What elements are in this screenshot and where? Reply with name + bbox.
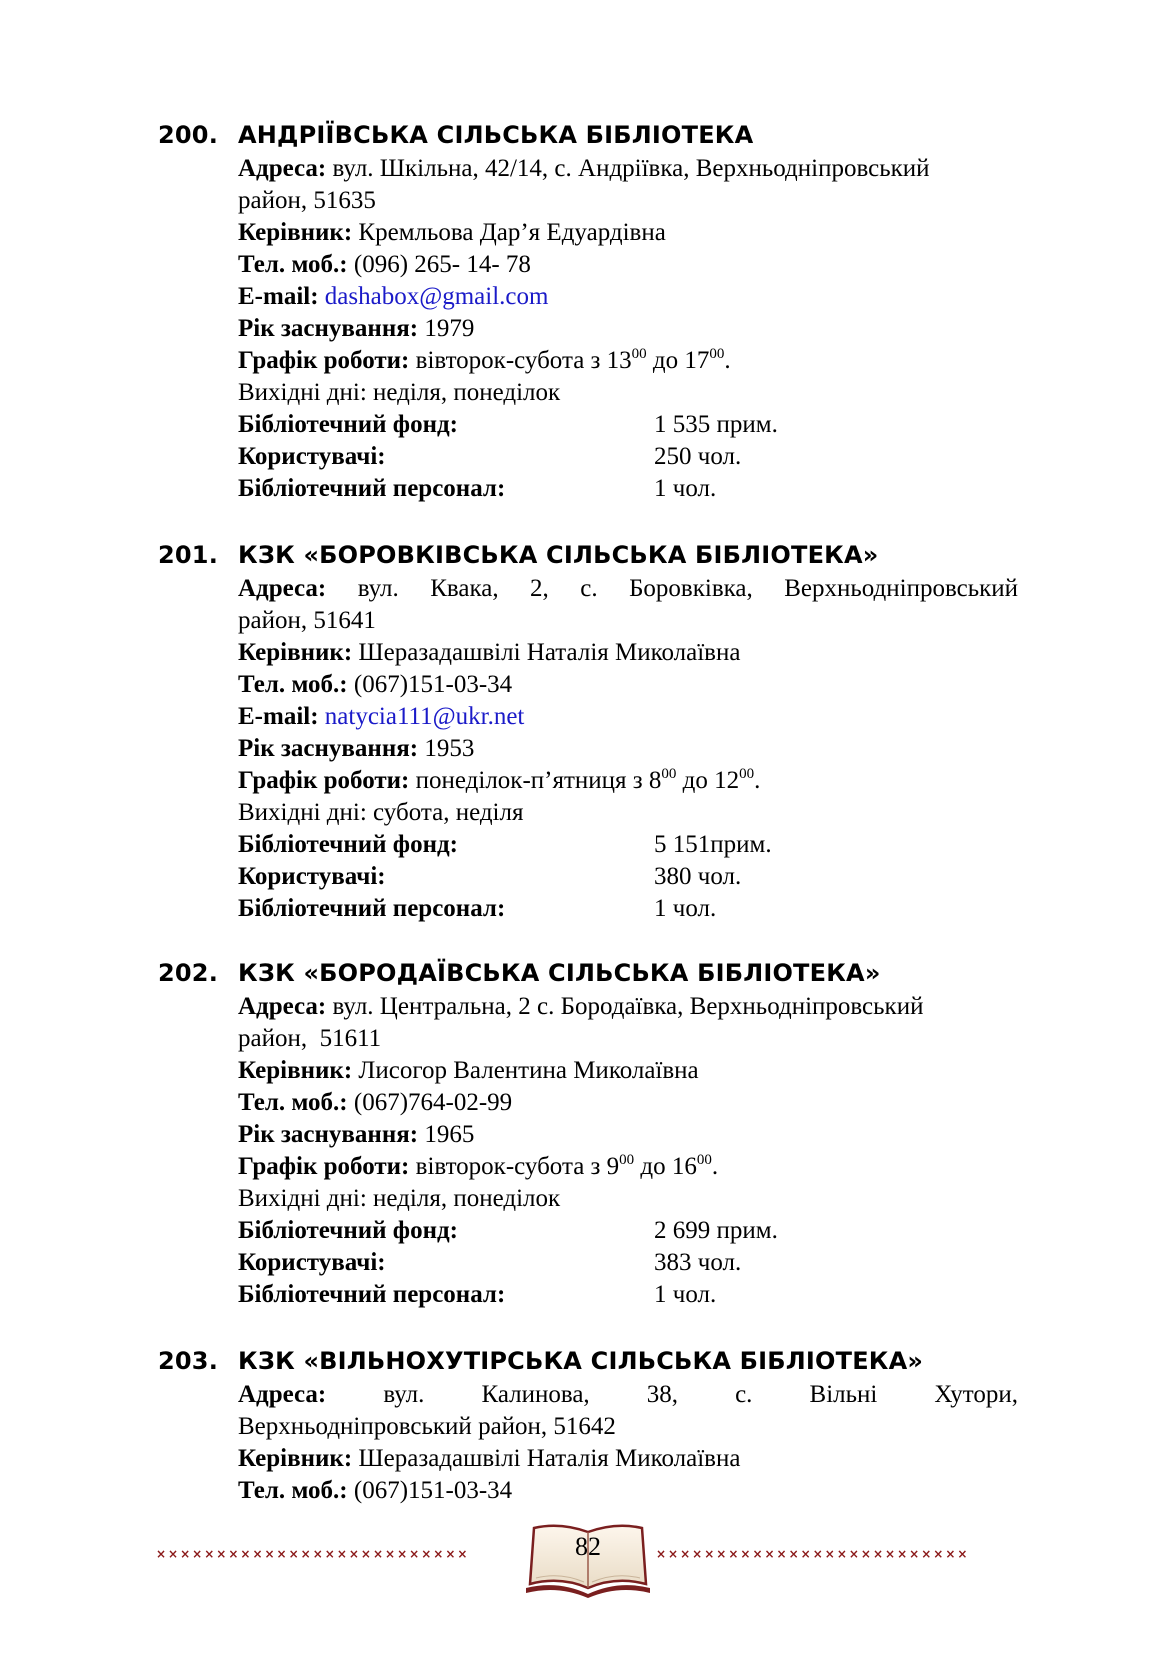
address-label: Адреса:: [238, 1381, 327, 1408]
founded-value: 1953: [424, 735, 475, 762]
head-value: Кремльова Дар’я Едуардівна: [358, 219, 666, 246]
schedule-from-minutes: 00: [661, 765, 677, 782]
schedule-line: [238, 1151, 1018, 1183]
schedule-text: вівторок-субота з 13: [415, 347, 632, 374]
library-entry-203: [158, 1343, 1018, 1507]
users-row: [238, 441, 1018, 473]
founded-line: [238, 1119, 1018, 1151]
head-value: Шеразадашвілі Наталія Миколаївна: [358, 1445, 741, 1472]
phone-label: Тел. моб.:: [238, 1477, 348, 1504]
address-line-2: Верхньодніпровський район, 51642: [238, 1413, 616, 1440]
schedule-to-minutes: 00: [696, 1151, 712, 1168]
fund-row: [238, 409, 1018, 441]
days-off-line: Вихідні дні: неділя, понеділок: [238, 1185, 561, 1212]
schedule-end: .: [724, 347, 731, 374]
staff-label: Бібліотечний персонал:: [238, 895, 506, 922]
phone-line: [238, 669, 1018, 701]
founded-line: [238, 733, 1018, 765]
phone-label: Тел. моб.:: [238, 671, 348, 698]
head-line: [238, 1443, 1018, 1475]
entry-title: [158, 955, 1018, 991]
staff-row: [238, 1279, 1018, 1311]
head-line: [238, 637, 1018, 669]
address-line-2: район, 51641: [238, 607, 376, 634]
fund-value: 2 699 прим.: [654, 1217, 778, 1244]
head-line: [238, 217, 1018, 249]
schedule-label: Графік роботи:: [238, 767, 410, 794]
address-label: Адреса:: [238, 993, 327, 1020]
fund-label: Бібліотечний фонд:: [238, 411, 458, 438]
phone-label: Тел. моб.:: [238, 251, 348, 278]
phone-line: [238, 1475, 1018, 1507]
entry-title: [158, 537, 1018, 573]
entry-number: 200.: [158, 121, 219, 149]
founded-label: Рік заснування:: [238, 1121, 419, 1148]
entry-number: 202.: [158, 959, 219, 987]
address-value: вул. Квака, 2, с. Боровківка, Верхньодніпровський: [357, 575, 1019, 602]
users-value: 250 чол.: [654, 443, 742, 470]
address-value: вул. Калинова, 38, с. Вільні Хутори,: [383, 1381, 1018, 1408]
head-value: Лисогор Валентина Миколаївна: [358, 1057, 699, 1084]
users-value: 380 чол.: [654, 863, 742, 890]
schedule-line: [238, 345, 1018, 377]
schedule-end: .: [754, 767, 761, 794]
entry-title: [158, 117, 1018, 153]
entry-title: [158, 1343, 1018, 1379]
days-off-line: Вихідні дні: неділя, понеділок: [238, 379, 561, 406]
schedule-text-to: до 12: [682, 767, 740, 794]
schedule-to-minutes: 00: [709, 345, 725, 362]
page-number: 82: [575, 1532, 601, 1561]
address-line: [238, 153, 1018, 185]
staff-label: Бібліотечний персонал:: [238, 1281, 506, 1308]
founded-value: 1965: [424, 1121, 475, 1148]
page-footer: [156, 1518, 1020, 1598]
address-value: вул. Центральна, 2 с. Бородаївка, Верхньодніпровський: [332, 993, 924, 1020]
staff-row: [238, 893, 1018, 925]
phone-value: (067)151-03-34: [353, 671, 513, 698]
entry-body: [238, 1379, 1018, 1507]
head-line: [238, 1055, 1018, 1087]
schedule-text: понеділок-п’ятниця з 8: [415, 767, 662, 794]
phone-label: Тел. моб.:: [238, 1089, 348, 1116]
users-value: 383 чол.: [654, 1249, 742, 1276]
fund-row: [238, 1215, 1018, 1247]
phone-line: [238, 1087, 1018, 1119]
founded-label: Рік заснування:: [238, 315, 419, 342]
schedule-label: Графік роботи:: [238, 1153, 410, 1180]
schedule-end: .: [711, 1153, 719, 1180]
library-entry-202: [158, 955, 1018, 1311]
founded-label: Рік заснування:: [238, 735, 419, 762]
address-value: вул. Шкільна, 42/14, с. Андріївка, Верхньодніпровський: [332, 155, 930, 182]
address-line: [238, 573, 1018, 605]
staff-row: [238, 473, 1018, 505]
users-label: Користувачі:: [238, 443, 386, 470]
head-value: Шеразадашвілі Наталія Миколаївна: [358, 639, 741, 666]
schedule-to-minutes: 00: [739, 765, 755, 782]
phone-value: (096) 265- 14- 78: [353, 251, 531, 278]
entry-name: КЗК «БОРОВКІВСЬКА СІЛЬСЬКА БІБЛІОТЕКА»: [238, 541, 879, 569]
entry-name: КЗК «ВІЛЬНОХУТІРСЬКА СІЛЬСЬКА БІБЛІОТЕКА»: [238, 1347, 924, 1375]
address-line: [238, 991, 1018, 1023]
entry-body: [238, 991, 1018, 1311]
address-label: Адреса:: [238, 155, 327, 182]
address-label: Адреса:: [238, 575, 327, 602]
library-entry-201: [158, 537, 1018, 925]
entry-body: [238, 573, 1018, 925]
founded-value: 1979: [424, 315, 475, 342]
email-label: E-mail:: [238, 283, 319, 310]
schedule-text-to: до 17: [652, 347, 710, 374]
library-entry-200: [158, 117, 1018, 505]
fund-label: Бібліотечний фонд:: [238, 1217, 458, 1244]
schedule-line: [238, 765, 1018, 797]
email-line: [238, 281, 1018, 313]
staff-value: 1 чол.: [654, 1281, 717, 1308]
users-row: [238, 861, 1018, 893]
email-link[interactable]: natycia111@ukr.net: [324, 703, 525, 730]
users-row: [238, 1247, 1018, 1279]
ornament-left: ××××××××××××××××××××××××××: [156, 1547, 470, 1561]
schedule-label: Графік роботи:: [238, 347, 410, 374]
phone-value: (067)764-02-99: [353, 1089, 513, 1116]
staff-value: 1 чол.: [654, 895, 717, 922]
fund-label: Бібліотечний фонд:: [238, 831, 458, 858]
staff-value: 1 чол.: [654, 475, 717, 502]
entry-number: 201.: [158, 541, 219, 569]
schedule-text: вівторок-субота з 9: [415, 1153, 620, 1180]
schedule-text-to: до 16: [640, 1153, 697, 1180]
head-label: Керівник:: [238, 639, 353, 666]
ornament-right: ××××××××××××××××××××××××××: [656, 1547, 970, 1561]
entry-body: [238, 153, 1018, 505]
entry-number: 203.: [158, 1347, 219, 1375]
days-off-line: Вихідні дні: субота, неділя: [238, 799, 524, 826]
address-line: [238, 1379, 1018, 1411]
users-label: Користувачі:: [238, 863, 386, 890]
address-line-2: район, 51635: [238, 187, 376, 214]
fund-value: 1 535 прим.: [654, 411, 778, 438]
schedule-from-minutes: 00: [619, 1151, 635, 1168]
entry-name: КЗК «БОРОДАЇВСЬКА СІЛЬСЬКА БІБЛІОТЕКА»: [238, 959, 881, 987]
phone-value: (067)151-03-34: [353, 1477, 513, 1504]
staff-label: Бібліотечний персонал:: [238, 475, 506, 502]
head-label: Керівник:: [238, 1057, 353, 1084]
email-label: E-mail:: [238, 703, 319, 730]
fund-row: [238, 829, 1018, 861]
head-label: Керівник:: [238, 219, 353, 246]
phone-line: [238, 249, 1018, 281]
email-link[interactable]: dashabox@gmail.com: [324, 283, 549, 310]
schedule-from-minutes: 00: [631, 345, 647, 362]
head-label: Керівник:: [238, 1445, 353, 1472]
users-label: Користувачі:: [238, 1249, 386, 1276]
founded-line: [238, 313, 1018, 345]
address-line-2: район, 51611: [238, 1025, 382, 1052]
fund-value: 5 151прим.: [654, 831, 772, 858]
entry-name: АНДРІЇВСЬКА СІЛЬСЬКА БІБЛІОТЕКА: [238, 121, 754, 149]
email-line: [238, 701, 1018, 733]
